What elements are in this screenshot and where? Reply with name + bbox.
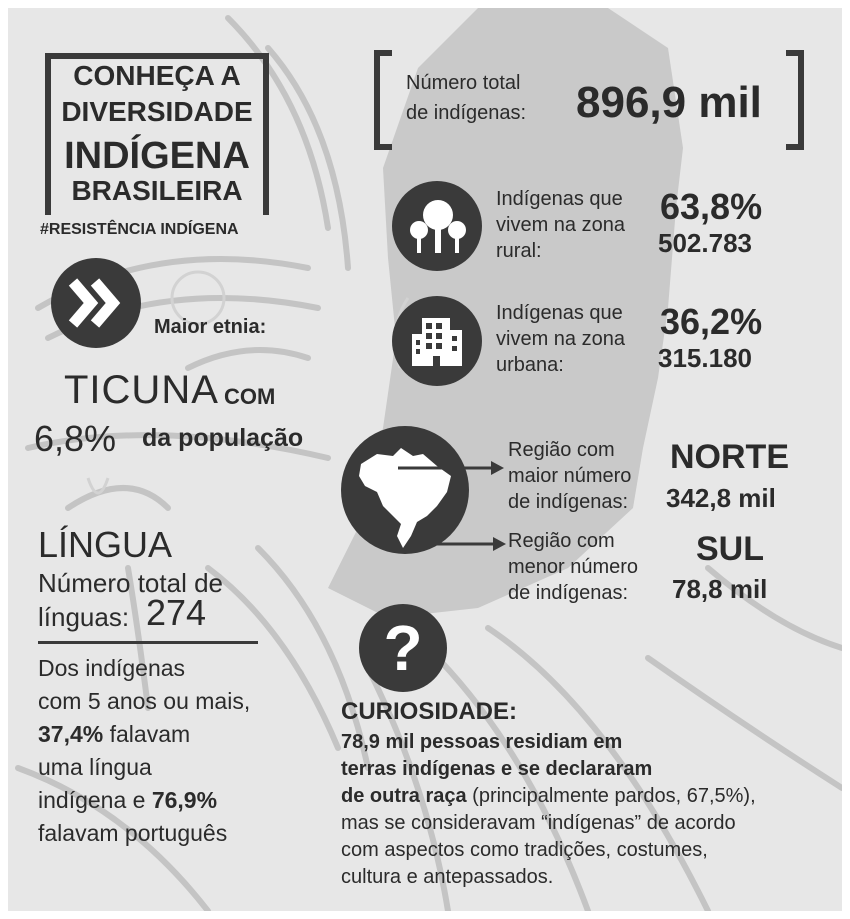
lingua-p3-bold: 37,4% — [38, 721, 104, 747]
lingua-line-2: línguas: — [38, 602, 130, 632]
maior-line-3: de indígenas: — [508, 491, 629, 513]
maior-line-1: Região com — [508, 439, 615, 461]
lingua-p1: Dos indígenas — [38, 655, 186, 681]
lingua-p3-text: falavam — [103, 721, 191, 747]
lingua-p3 — [38, 718, 250, 751]
lingua-p5-bold: 76,9% — [151, 787, 218, 813]
curiosidade-b2: terras indígenas e se declararam — [341, 758, 653, 780]
menor-region: SUL — [696, 530, 764, 568]
menor-line-1: Região com — [508, 530, 615, 552]
etnia-com: COM — [224, 384, 276, 409]
urbana-percent: 36,2% — [660, 301, 763, 342]
lingua-paragraph — [38, 652, 250, 850]
curiosidade-heading: CURIOSIDADE: — [341, 698, 518, 725]
title-line-3: INDÍGENA — [64, 135, 250, 177]
curiosidade-t3: (principalmente pardos, 67,5%), — [466, 785, 756, 807]
total-label-line-1: Número total — [406, 72, 521, 94]
curiosidade-b3: de outra raça — [341, 785, 467, 807]
rural-percent: 63,8% — [660, 186, 763, 227]
rural-line-2: vivem na zona — [496, 214, 625, 236]
urbana-count: 315.180 — [658, 343, 752, 373]
etnia-label: Maior etnia: — [154, 316, 267, 338]
total-bracket-left — [374, 50, 392, 150]
curiosidade-t5: com aspectos como tradições, costumes, — [341, 839, 708, 861]
rural-line-1: Indígenas que — [496, 188, 623, 210]
menor-line-3: de indígenas: — [508, 582, 629, 604]
lingua-p5 — [38, 784, 250, 817]
lingua-divider — [38, 641, 258, 644]
total-bracket-right — [786, 50, 804, 150]
total-value: 896,9 mil — [576, 78, 762, 127]
lingua-p2: com 5 anos ou mais, — [38, 688, 251, 714]
title-line-2: DIVERSIDADE — [61, 96, 253, 127]
lingua-line-1: Número total de — [38, 568, 223, 598]
menor-line-2: menor número — [508, 556, 639, 578]
rural-count: 502.783 — [658, 228, 752, 258]
lingua-heading: LÍNGUA — [38, 524, 173, 565]
total-label-line-2: de indígenas: — [406, 102, 527, 124]
hashtag: #RESISTÊNCIA INDÍGENA — [40, 221, 239, 238]
urbana-line-2: vivem na zona — [496, 328, 625, 350]
curiosidade-b1: 78,9 mil pessoas residiam em — [341, 731, 623, 753]
lingua-p5-text: indígena e — [38, 787, 152, 813]
curiosidade-line-3 — [341, 783, 756, 810]
maior-value: 342,8 mil — [666, 483, 776, 513]
building-icon — [392, 296, 482, 386]
title-line-4: BRASILEIRA — [71, 175, 243, 206]
question-mark-icon: ? — [383, 612, 423, 684]
lingua-p6: falavam português — [38, 820, 228, 846]
maior-line-2: maior número — [508, 465, 632, 487]
urbana-line-1: Indígenas que — [496, 302, 623, 324]
lingua-p4: uma língua — [38, 754, 152, 780]
double-chevron-right-icon — [51, 258, 141, 348]
title-line-1: CONHEÇA A — [73, 60, 241, 91]
trees-icon — [392, 181, 482, 271]
curiosidade-t4: mas se consideravam “indígenas” de acordo — [341, 812, 736, 834]
urbana-line-3: urbana: — [496, 354, 564, 376]
etnia-name: TICUNA — [64, 368, 219, 412]
etnia-suffix: da população — [142, 424, 304, 452]
infographic — [8, 8, 842, 911]
maior-region: NORTE — [670, 438, 789, 476]
rural-line-3: rural: — [496, 240, 542, 262]
curiosidade-text — [341, 729, 756, 891]
lingua-count: 274 — [146, 592, 207, 633]
etnia-percent: 6,8% — [34, 418, 117, 459]
menor-value: 78,8 mil — [672, 574, 768, 604]
curiosidade-t6: cultura e antepassados. — [341, 866, 554, 888]
